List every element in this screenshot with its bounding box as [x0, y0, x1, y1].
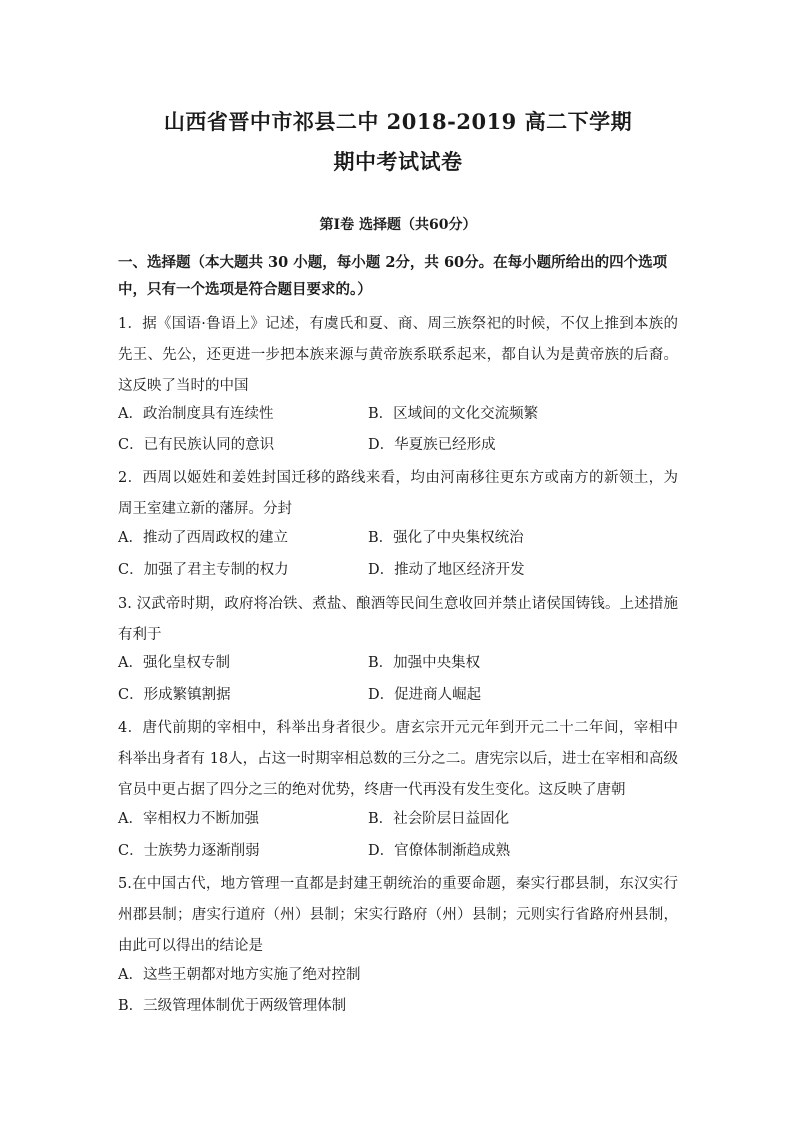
section-instructions: 一、选择题（本大题共 30 小题，每小题 2分，共 60分。在每小题所给出的四个选项中，只有一个选项是符合题目要求的。） — [118, 254, 668, 298]
question-4-option-b: B．社会阶层日益固化 — [368, 811, 510, 827]
question-2-option-b: B．强化了中央集权统治 — [368, 530, 524, 546]
question-3-option-d: D．促进商人崛起 — [368, 687, 482, 703]
question-2-option-a: A．推动了西周政权的建立 — [118, 530, 288, 546]
question-3-option-a: A．强化皇权专制 — [118, 655, 230, 671]
question-3-stem: 3. 汉武帝时期，政府将冶铁、煮盐、酿酒等民间生意收回并禁止诸侯国铸钱。上述措施有利于 — [118, 596, 678, 643]
question-2-option-c: C．加强了君主专制的权力 — [118, 562, 289, 578]
question-2-option-d: D．推动了地区经济开发 — [368, 562, 525, 578]
question-2-stem: 2．西周以姬姓和姜姓封国迁移的路线来看，均由河南移往更东方或南方的新领土，为周王室建立新的藩屏。分封 — [118, 470, 678, 517]
question-1-option-d: D．华夏族已经形成 — [368, 437, 496, 453]
question-4-option-a: A．宰相权力不断加强 — [118, 811, 259, 827]
question-5-option-b: B．三级管理体制优于两级管理体制 — [118, 998, 347, 1014]
question-3-option-b: B．加强中央集权 — [368, 655, 481, 671]
question-1-option-b: B．区域间的文化交流频繁 — [368, 406, 539, 422]
section-heading: 第Ⅰ卷 选择题（共60分） — [319, 217, 477, 233]
question-4-stem: 4．唐代前期的宰相中，科举出身者很少。唐玄宗开元元年到开元二十二年间，宰相中科举出身者有 18人，占这一时期宰相总数的三分之二。唐宪宗以后，进士在宰相和高级官员中更占据了四分之三的绝对优势，终唐一代再没有发生变化。这反映了唐朝 — [118, 720, 678, 798]
question-1-option-a: A．政治制度具有连续性 — [118, 406, 274, 422]
question-4-option-d: D．官僚体制渐趋成熟 — [368, 843, 511, 859]
question-5-stem: 5.在中国古代，地方管理一直都是封建王朝统治的重要命题，秦实行郡县制，东汉实行州郡县制；唐实行道府（州）县制；宋实行路府（州）县制；元则实行省路府州县制，由此可以得出的结论是 — [118, 876, 678, 954]
question-3-option-c: C．形成繁镇割据 — [118, 687, 231, 703]
question-1-stem: 1．据《国语·鲁语上》记述，有虞氏和夏、商、周三族祭祀的时候，不仅上推到本族的先王、先公，还更进一步把本族来源与黄帝族系联系起来，都自认为是黄帝族的后裔。这反映了当时的中国 — [118, 316, 678, 394]
question-5-option-a: A．这些王朝都对地方实施了绝对控制 — [118, 967, 361, 983]
question-4-option-c: C．士族势力逐渐削弱 — [118, 843, 260, 859]
exam-title: 山西省晋中市祁县二中 2018-2019 高二下学期 — [163, 109, 633, 134]
question-1-option-c: C．已有民族认同的意识 — [118, 437, 275, 453]
exam-subtitle: 期中考试试卷 — [333, 149, 463, 174]
